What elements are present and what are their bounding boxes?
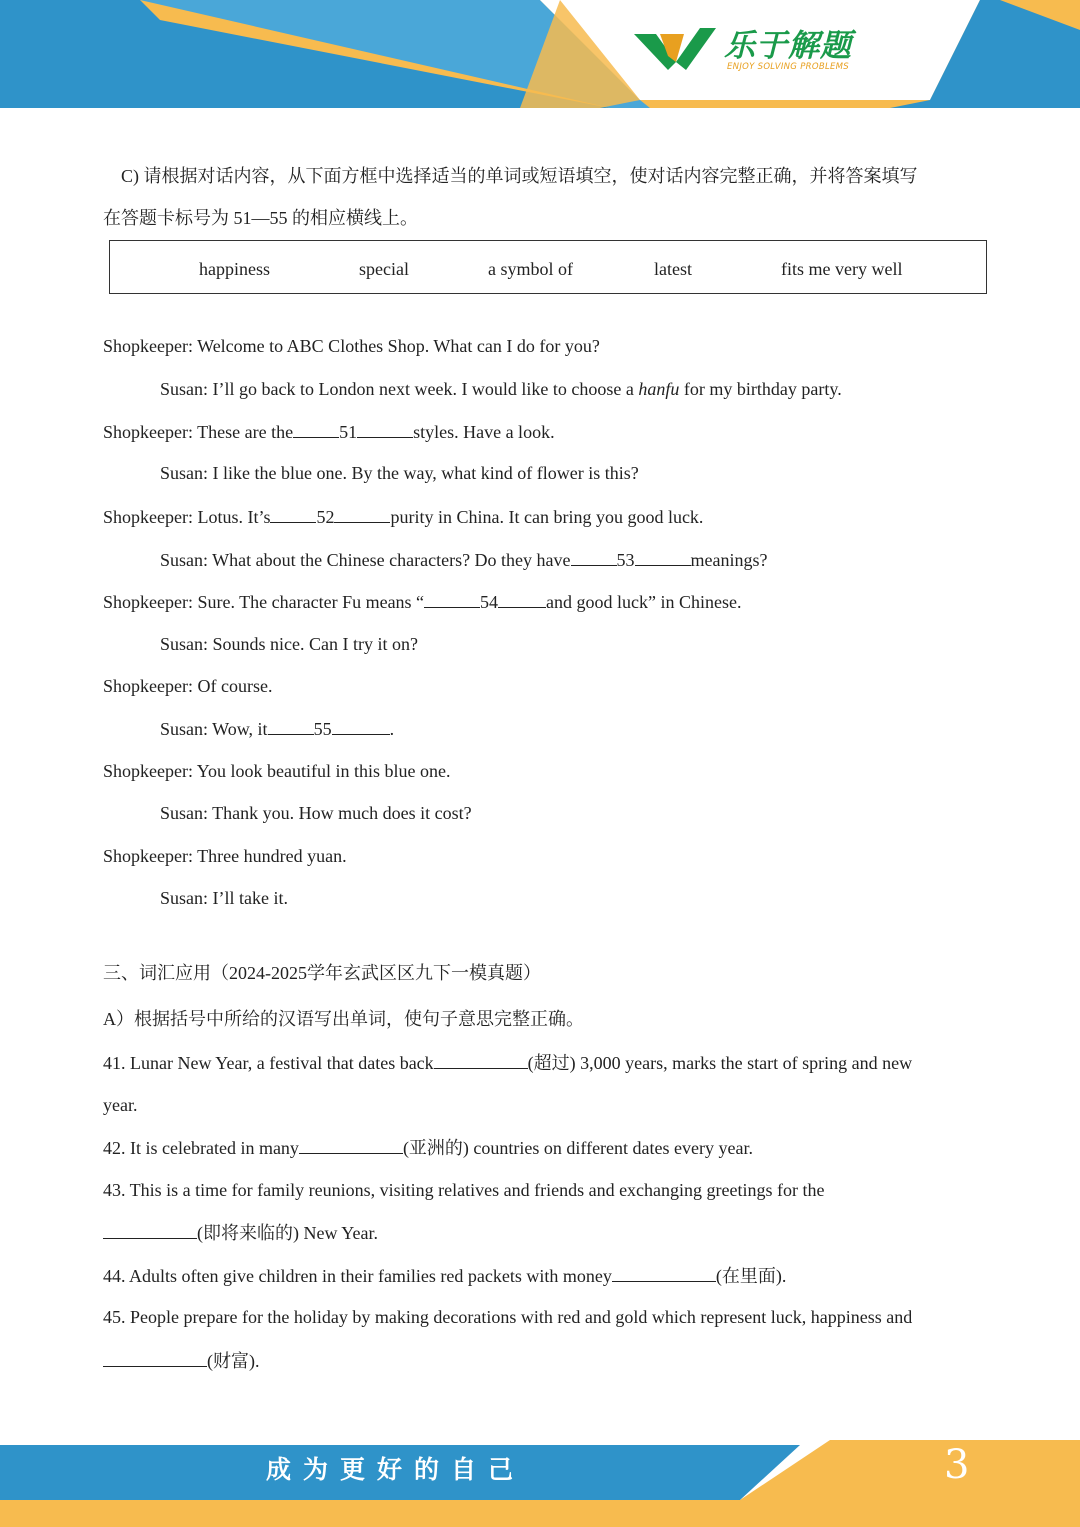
word-bank-item: latest — [654, 259, 692, 279]
dialogue-line: Susan: I’ll go back to London next week. I would like to choose a hanfu for my birthday party. — [160, 379, 842, 399]
section-c-intro-2: 在答题卡标号为 51—55 的相应横线上。 — [103, 208, 418, 228]
dialogue-line: Shopkeeper: Welcome to ABC Clothes Shop. What can I do for you? — [103, 336, 600, 356]
section-3-title: 三、词汇应用（2024-2025学年玄武区区九下一模真题） — [103, 963, 541, 983]
word-bank-item: happiness — [199, 259, 270, 279]
logo-tagline: ENJOY SOLVING PROBLEMS — [727, 62, 849, 72]
question-41-cont: year. — [103, 1095, 138, 1115]
word-bank-item: special — [359, 259, 409, 279]
section-3-instruction: A）根据括号中所给的汉语写出单词，使句子意思完整正确。 — [103, 1009, 584, 1029]
italic-word: hanfu — [638, 379, 680, 399]
section-c-intro-1: C) 请根据对话内容，从下面方框中选择适当的单词或短语填空，使对话内容完整正确，并将答案填写 — [121, 166, 918, 186]
dialogue-line: Shopkeeper: Of course. — [103, 676, 273, 696]
footer-banner — [0, 1440, 1080, 1527]
dialogue-line: Susan: Thank you. How much does it cost? — [160, 803, 472, 823]
question-44: 44. Adults often give children in their families red packets with money (在里面). — [103, 1263, 786, 1288]
dialogue-line: Susan: I’ll take it. — [160, 888, 288, 908]
word-bank-item: fits me very well — [781, 259, 903, 279]
footer-decoration — [0, 1440, 1080, 1527]
dialogue-line-52: Shopkeeper: Lotus. It’s 52 purity in China. It can bring you good luck. — [103, 504, 703, 529]
dialogue-line-55: Susan: Wow, it 55 . — [160, 716, 394, 741]
dialogue-line: Shopkeeper: Three hundred yuan. — [103, 846, 347, 866]
word-bank-box — [109, 240, 987, 294]
dialogue-line: Susan: I like the blue one. By the way, what kind of flower is this? — [160, 463, 639, 483]
word-bank-item: a symbol of — [488, 259, 573, 279]
dialogue-line-51: Shopkeeper: These are the 51 styles. Have a look. — [103, 419, 555, 444]
question-45-cont: (财富). — [103, 1348, 260, 1373]
question-45: 45. People prepare for the holiday by making decorations with red and gold which represent luck, happiness and — [103, 1307, 913, 1327]
blank-number: 51 — [339, 422, 358, 442]
header-decoration — [0, 0, 1080, 108]
blank-number: 53 — [616, 550, 635, 570]
footer-slogan: 成为更好的自己 — [266, 1455, 526, 1484]
dialogue-line-53: Susan: What about the Chinese characters? Do they have 53 meanings? — [160, 547, 768, 572]
question-42: 42. It is celebrated in many (亚洲的) countries on different dates every year. — [103, 1135, 753, 1160]
logo-text: 乐于解题 — [724, 28, 852, 64]
question-41: 41. Lunar New Year, a festival that dates back (超过) 3,000 years, marks the start of spring and new — [103, 1050, 912, 1075]
dialogue-line-54: Shopkeeper: Sure. The character Fu means “ 54 and good luck” in Chinese. — [103, 589, 742, 614]
blank-number: 55 — [313, 719, 332, 739]
header-banner — [0, 0, 1080, 108]
dialogue-line: Susan: Sounds nice. Can I try it on? — [160, 634, 418, 654]
question-43-cont: (即将来临的) New Year. — [103, 1220, 378, 1245]
blank-number: 54 — [480, 592, 499, 612]
question-43: 43. This is a time for family reunions, visiting relatives and friends and exchanging greetings for the — [103, 1180, 825, 1200]
blank-number: 52 — [316, 507, 335, 527]
page-number: 3 — [944, 1442, 970, 1488]
dialogue-line: Shopkeeper: You look beautiful in this blue one. — [103, 761, 451, 781]
